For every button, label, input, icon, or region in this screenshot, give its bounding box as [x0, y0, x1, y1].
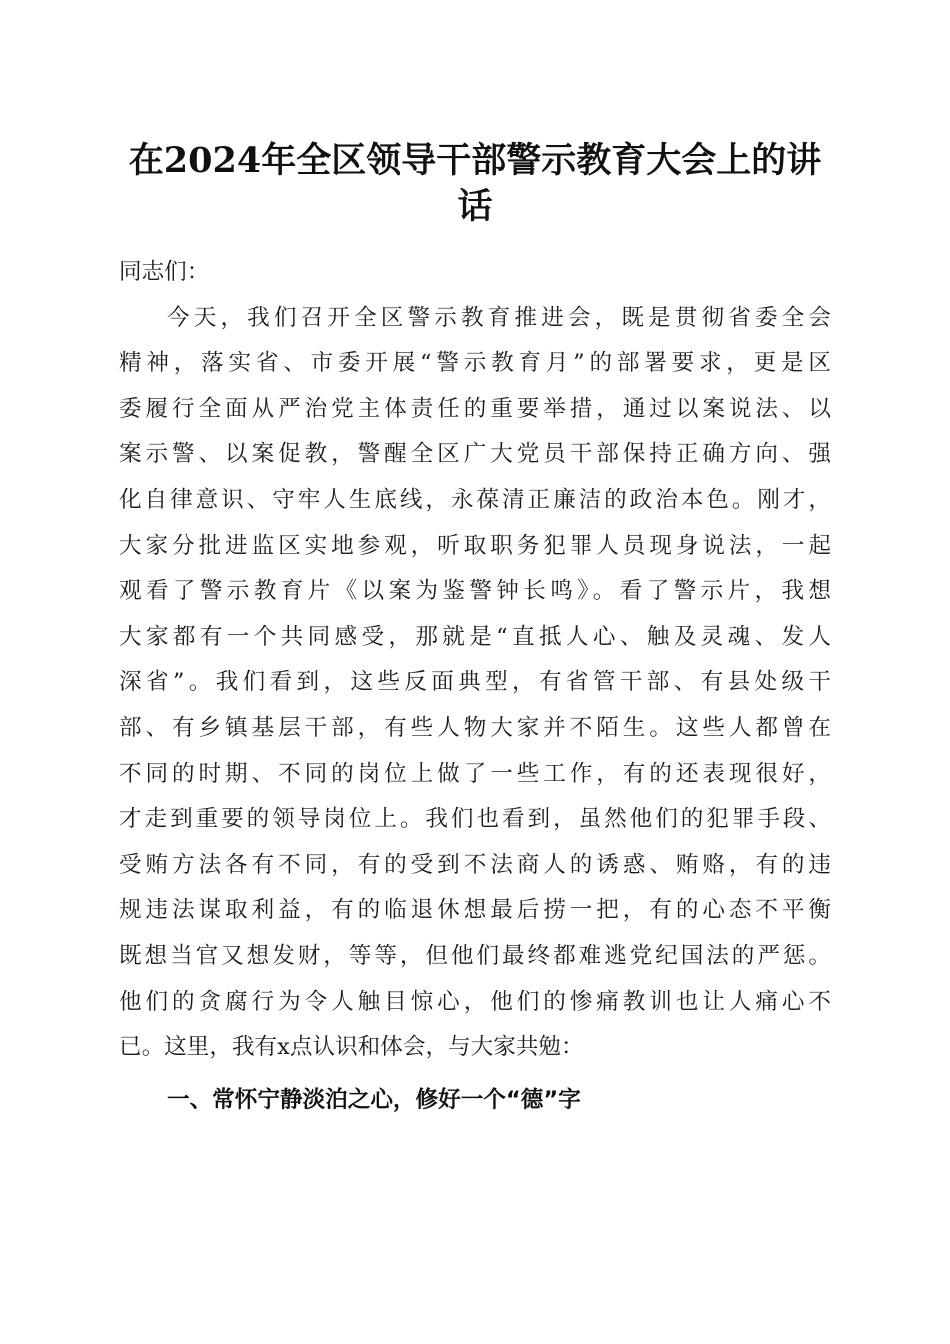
paragraph-line: 受贿方法各有不同，有的受到不法商人的诱惑、贿赂，有的违	[119, 851, 831, 878]
paragraph-line: 部、有乡镇基层干部，有些人物大家并不陌生。这些人都曾在	[119, 714, 831, 741]
document-title	[100, 138, 850, 230]
paragraph-line: 大家分批进监区实地参观，听取职务犯罪人员现身说法，一起	[119, 532, 831, 559]
paragraph-line: 不同的时期、不同的岗位上做了一些工作，有的还表现很好，	[119, 760, 831, 787]
paragraph-line: 观看了警示教育片《以案为鉴警钟长鸣》。看了警示片，我想	[119, 578, 831, 605]
salutation: 同志们：	[119, 259, 210, 285]
section-heading: 一、常怀宁静淡泊之心，修好一个“德”字	[167, 1087, 581, 1113]
title-line: 话	[457, 186, 493, 227]
document-body	[119, 250, 831, 1071]
paragraph-line: 规违法谋取利益，有的临退休想最后捞一把，有的心态不平衡	[119, 897, 831, 924]
paragraph-line: 他们的贪腐行为令人触目惊心，他们的惨痛教训也让人痛心不	[119, 988, 831, 1015]
title-line: 在2024年全区领导干部警示教育大会上的讲	[128, 140, 822, 181]
paragraph-line: 既想当官又想发财，等等，但他们最终都难逃党纪国法的严惩。	[119, 942, 831, 969]
paragraph-line: 精神，落实省、市委开展“警示教育月”的部署要求，更是区	[119, 350, 831, 377]
paragraph-line: 深省”。我们看到，这些反面典型，有省管干部、有县处级干	[119, 669, 831, 696]
paragraph-line: 今天，我们召开全区警示教育推进会，既是贯彻省委全会	[167, 304, 831, 331]
paragraph-line: 委履行全面从严治党主体责任的重要举措，通过以案说法、以	[119, 395, 831, 422]
paragraph-line: 化自律意识、守牢人生底线，永葆清正廉洁的政治本色。刚才，	[119, 486, 831, 513]
paragraph-line: 大家都有一个共同感受，那就是“直抵人心、触及灵魂、发人	[119, 623, 831, 650]
paragraph-line: 才走到重要的领导岗位上。我们也看到，虽然他们的犯罪手段、	[119, 806, 831, 833]
paragraph-line: 已。这里，我有x点认识和体会，与大家共勉：	[119, 1034, 584, 1061]
paragraph-line: 案示警、以案促教，警醒全区广大党员干部保持正确方向、强	[119, 441, 831, 468]
